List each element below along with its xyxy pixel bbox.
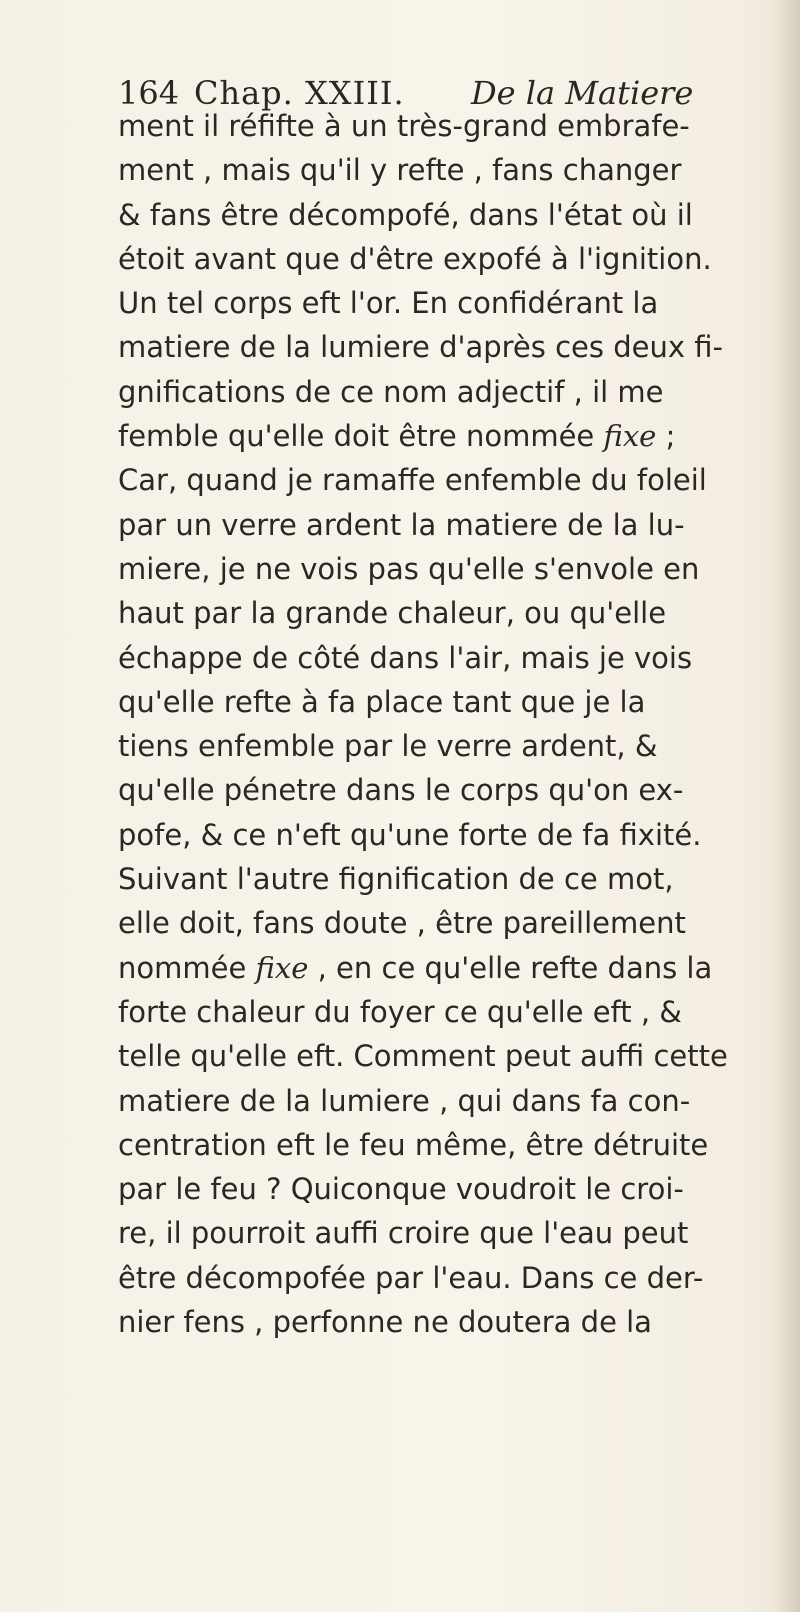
text-line: par un verre ardent la matiere de la lu- [118,507,685,542]
text-line: pofe, & ce n'eft qu'une forte de fa fixité. [118,817,702,852]
text-line: re, il pourroit auffi croire que l'eau peut [118,1216,689,1251]
text-line: matiere de la lumiere , qui dans fa con- [118,1083,691,1118]
text-line: telle qu'elle eft. Comment peut auffi cette [118,1039,728,1074]
text-line: & fans être décompofé, dans l'état où il [118,197,693,232]
text-line: Un tel corps eft l'or. En confidérant la [118,286,659,321]
italic-word: fixe [603,419,657,454]
italic-word: fixe [255,950,309,985]
text-line: femble qu'elle doit être nommée fixe ; [118,419,676,454]
text-line: qu'elle pénetre dans le corps qu'on ex- [118,773,684,808]
body-text [118,104,778,1344]
text-line: Car, quand je ramaffe enfemble du foleil [118,463,707,498]
text-line: ment il réfifte à un très-grand embrafe- [118,109,690,143]
text-line: matiere de la lumiere d'après ces deux fi- [118,330,723,365]
text-line: gnifications de ce nom adjectif , il me [118,374,664,409]
running-head-chapter: Chap. XXIII. [194,74,405,112]
text-line: par le feu ? Quiconque voudroit le croi- [118,1172,684,1207]
text-line: haut par la grande chaleur, ou qu'elle [118,596,667,631]
text-line: échappe de côté dans l'air, mais je vois [118,640,693,675]
text-line: forte chaleur du foyer ce qu'elle eft , & [118,994,682,1029]
text-line: elle doit, fans doute , être pareillement [118,906,686,941]
running-head-title: De la Matiere [471,74,694,112]
text-line: étoit avant que d'être expofé à l'ignition. [118,241,712,276]
text-line: nommée fixe , en ce qu'elle refte dans la [118,950,713,985]
text-line: qu'elle refte à fa place tant que je la [118,684,646,719]
text-line: Suivant l'autre fignification de ce mot, [118,862,674,897]
text-line: miere, je ne vois pas qu'elle s'envole en [118,551,700,586]
text-line: être décompofée par l'eau. Dans ce der- [118,1260,704,1295]
text-line: centration eft le feu même, être détruite [118,1127,709,1162]
page-number: 164 [118,74,180,112]
text-line: ment , mais qu'il y refte , fans changer [118,153,682,188]
text-line: tiens enfemble par le verre ardent, & [118,729,658,764]
text-line: nier fens , perfonne ne doutera de la [118,1305,652,1340]
